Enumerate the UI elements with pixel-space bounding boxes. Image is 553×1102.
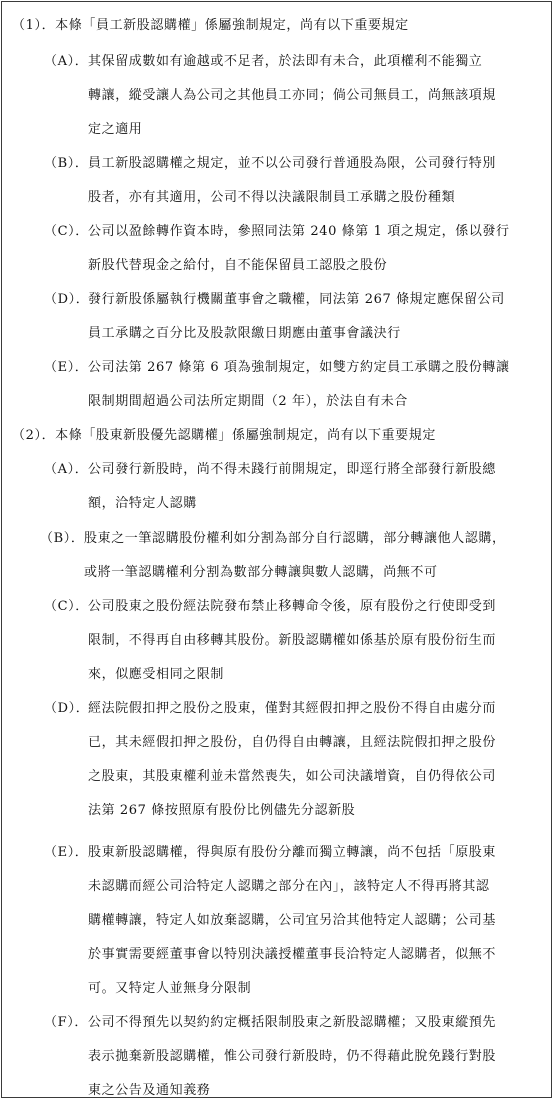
item-line: 公司股東之股份經法院發布禁止移轉命令後，原有股份之行使即受到 xyxy=(88,599,497,614)
item-line: 員工新股認購權之規定，並不以公司發行普通股為限，公司發行特別 xyxy=(88,156,497,171)
item-line: 表示拋棄新股認購權，惟公司發行新股時，仍不得藉此脫免踐行對股 xyxy=(88,1049,497,1064)
item-label: （D）． xyxy=(44,292,90,307)
item-label: （B）． xyxy=(40,531,85,546)
section-1-heading xyxy=(12,18,409,34)
item-line: 員工承購之百分比及股款限繳日期應由董事會議決行 xyxy=(88,326,401,341)
item-label: （E）． xyxy=(44,845,89,860)
item-label: （F）． xyxy=(44,1015,88,1030)
item-line: 來，似應受相同之限制 xyxy=(88,667,225,682)
item-label: （E）． xyxy=(44,360,89,375)
item-line: 購權轉讓，特定人如放棄認購，公司宜另洽其他特定人認購；公司基 xyxy=(88,913,497,928)
section-2-heading xyxy=(12,428,436,444)
item-line: 公司以盈餘轉作資本時，參照同法第 240 條第 1 項之規定，係以發行 xyxy=(88,224,510,239)
item-line: 定之適用 xyxy=(88,122,143,137)
item-line: 未認購而經公司洽特定人認購之部分在內」，該特定人不得再將其認 xyxy=(88,879,490,894)
item-line: 新股代替現金之給付，自不能保留員工認股之股份 xyxy=(88,258,388,273)
item-line: 之股東，其股東權利並未當然喪失，如公司決議增資，自仍得依公司 xyxy=(88,769,497,784)
item-label: （C）． xyxy=(44,599,89,614)
item-line: 公司發行新股時，尚不得未踐行前開規定，即逕行將全部發行新股總 xyxy=(88,462,497,477)
item-label: （A）． xyxy=(44,462,89,477)
item-line: 股東之一筆認購股份權利如分割為部分自行認購，部分轉讓他人認購， xyxy=(84,531,506,546)
item-line: 東之公告及通知義務 xyxy=(88,1083,211,1098)
item-line: 已，其未經假扣押之股份，自仍得自由轉讓，且經法院假扣押之股份 xyxy=(88,735,497,750)
section-heading-text: 本條「股東新股優先認購權」係屬強制規定，尚有以下重要規定 xyxy=(55,428,436,443)
item-line: 股者，亦有其適用，公司不得以決議限制員工承購之股份種類 xyxy=(88,190,456,205)
item-label: （A）． xyxy=(44,54,89,69)
item-line: 其保留成數如有逾越或不足者，於法即有未合，此項權利不能獨立 xyxy=(88,54,483,69)
section-label: （1）． xyxy=(12,18,56,33)
item-line: 公司不得預先以契約約定概括限制股東之新股認購權；又股東縱預先 xyxy=(88,1015,497,1030)
document-page xyxy=(1,1,552,1098)
section-heading-text: 本條「員工新股認購權」係屬強制規定，尚有以下重要規定 xyxy=(55,18,409,33)
item-label: （B）． xyxy=(44,156,89,171)
item-label: （C）． xyxy=(44,224,89,239)
item-line: 股東新股認購權，得與原有股份分離而獨立轉讓，尚不包括「原股東 xyxy=(88,845,497,860)
item-line: 可。又特定人並無身分限制 xyxy=(88,981,252,996)
item-line: 公司法第 267 條第 6 項為強制規定，如雙方約定員工承購之股份轉讓 xyxy=(88,360,510,375)
item-label: （D）． xyxy=(44,701,90,716)
item-line: 限制期間超過公司法所定期間（2 年），於法自有未合 xyxy=(88,394,408,409)
item-line: 限制，不得再自由移轉其股份。新股認購權如係基於原有股份衍生而 xyxy=(88,633,497,648)
item-line: 發行新股係屬執行機關董事會之職權，同法第 267 條規定應保留公司 xyxy=(88,292,505,307)
item-line: 於事實需要經董事會以特別決議授權董事長洽特定人認購者，似無不 xyxy=(88,947,497,962)
item-line: 或將一筆認購權利分割為數部分轉讓與數人認購，尚無不可 xyxy=(84,565,438,580)
item-line: 法第 267 條按照原有股份比例儘先分認新股 xyxy=(88,803,356,818)
item-line: 經法院假扣押之股份之股東，僅對其經假扣押之股份不得自由處分而 xyxy=(88,701,497,716)
item-line: 轉讓，縱受讓人為公司之其他員工亦同；倘公司無員工，尚無該項規 xyxy=(88,88,497,103)
item-line: 額，洽特定人認購 xyxy=(88,496,197,511)
section-label: （2）． xyxy=(12,428,56,443)
